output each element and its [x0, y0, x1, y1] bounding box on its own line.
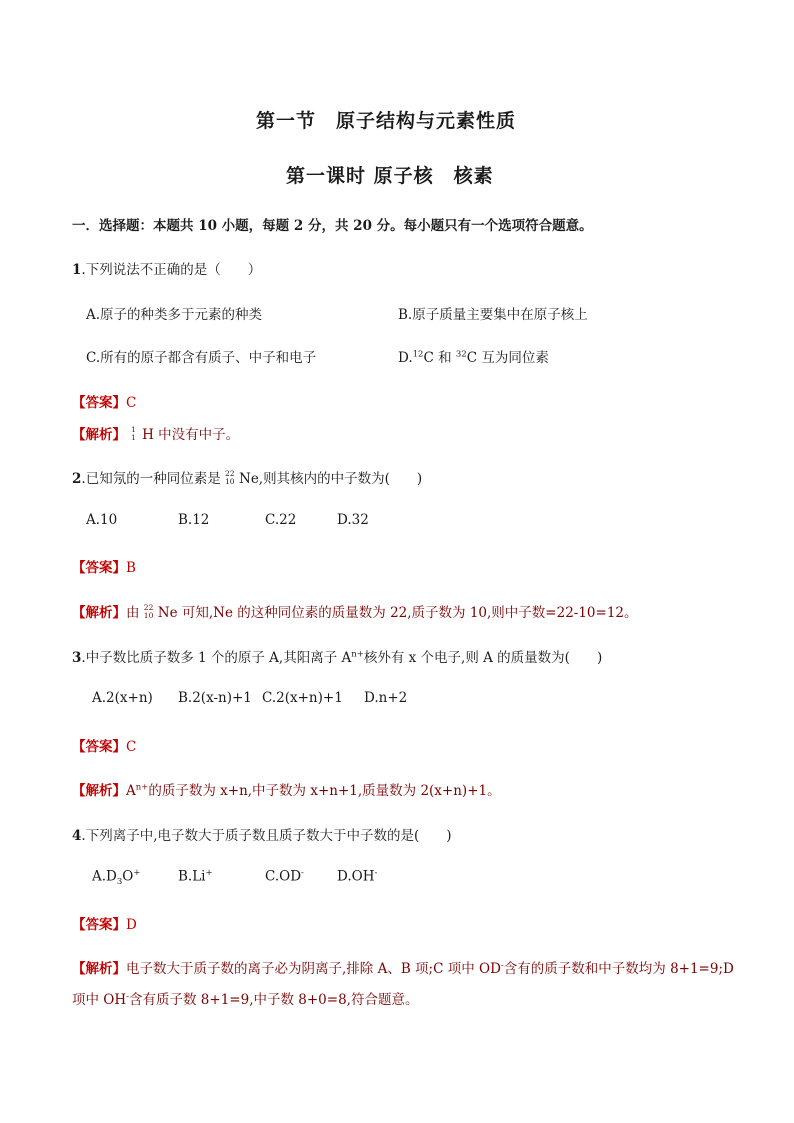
question-number: 1	[72, 262, 82, 278]
question-number: 4	[72, 828, 82, 844]
nuclide-notation: 22 10	[225, 469, 235, 486]
q3-option-a: A.2(x+n)	[92, 690, 153, 706]
q1-option-b: B.原子质量主要集中在原子核上	[398, 307, 588, 323]
question-number: 2	[72, 471, 82, 487]
q2-option-d: D.32	[337, 512, 369, 528]
analysis-tag: 【解析】	[72, 427, 126, 443]
q4-analysis-line1	[72, 957, 734, 977]
page-subtitle: 第一课时 原子核 核素	[286, 165, 494, 187]
answer-value: C	[126, 739, 137, 755]
q2-option-c: C.22	[265, 512, 297, 528]
q4-option-d: D.OH-	[337, 868, 378, 885]
question-3: 3.中子数比质子数多 1 个的原子 A,其阳离子 $A^{n+}$核外有 x 个电子,则 A 的质量数为( )	[72, 649, 603, 666]
answer-tag: 【答案】	[72, 739, 126, 755]
question-2: 2.已知氖的一种同位素是 22 10 Ne,则其核内的中子数为( )	[72, 469, 423, 487]
q3-option-d: D.n+2	[364, 690, 408, 706]
q2-analysis	[72, 601, 638, 621]
question-stem: .下列说法不正确的是（ ）	[81, 262, 262, 278]
q2-option-b: B.12	[178, 512, 210, 528]
analysis-text: 电子数大于质子数的离子必为阴离子,排除 A、B 项;C 项中 OD-含有的质子数和中子数均为 8+1=9;D	[126, 960, 734, 977]
q4-answer	[72, 913, 137, 933]
q1-analysis	[72, 423, 239, 443]
analysis-text: 由 22 10 Ne 可知,Ne 的这种同位素的质量数为 22,质子数为 10,则中子数=22-10=12。	[126, 603, 638, 621]
analysis-tag: 【解析】	[72, 961, 126, 977]
q4-option-b: B.Li+	[178, 868, 213, 885]
question-4: 4.下列离子中,电子数大于质子数且质子数大于中子数的是( )	[72, 828, 452, 844]
q4-option-c: C.OD-	[265, 868, 304, 885]
q1-option-c: C.所有的原子都含有质子、中子和电子	[86, 350, 317, 366]
analysis-tag: 【解析】	[72, 605, 126, 621]
q4-analysis-line2: 项中 OH-含有质子数 8+1=9,中子数 8+0=8,符合题意。	[72, 991, 419, 1008]
section-header: 一．选择题：本题共 10 小题，每题 2 分，共 20 分。每小题只有一个选项符合题意。	[72, 218, 593, 234]
q4-option-a: $A.D_3O^+$	[92, 868, 141, 888]
answer-value: C	[126, 395, 137, 411]
analysis-tag: 【解析】	[72, 783, 126, 799]
answer-value: B	[126, 560, 136, 576]
q2-option-a: A.10	[86, 512, 118, 528]
question-number: 3	[72, 650, 82, 666]
q3-answer	[72, 735, 136, 755]
q1-answer	[72, 391, 136, 411]
q1-option-a: A.原子的种类多于元素的种类	[86, 307, 263, 323]
nuclide-notation: 22 10	[143, 603, 154, 620]
page-title: 第一节 原子结构与元素性质	[256, 110, 517, 132]
answer-tag: 【答案】	[72, 560, 126, 576]
answer-value: D	[126, 917, 137, 933]
question-1	[72, 258, 261, 278]
answer-tag: 【答案】	[72, 395, 126, 411]
answer-tag: 【答案】	[72, 917, 126, 933]
q3-analysis	[72, 779, 501, 799]
q3-option-c: C.2(x+n)+1	[262, 690, 343, 706]
q3-option-b: B.2(x-n)+1	[178, 690, 252, 706]
q1-option-d: D.$^{12}$C 和 $^{32}$C 互为同位素	[398, 349, 549, 366]
analysis-text: $A^{n+}$的质子数为 x+n,中子数为 x+n+1,质量数为 2(x+n)+1。	[126, 782, 501, 799]
q2-answer	[72, 556, 136, 576]
nuclide-notation: 1 1	[131, 425, 136, 442]
analysis-text: 1 1 H 中没有中子。	[131, 425, 240, 443]
